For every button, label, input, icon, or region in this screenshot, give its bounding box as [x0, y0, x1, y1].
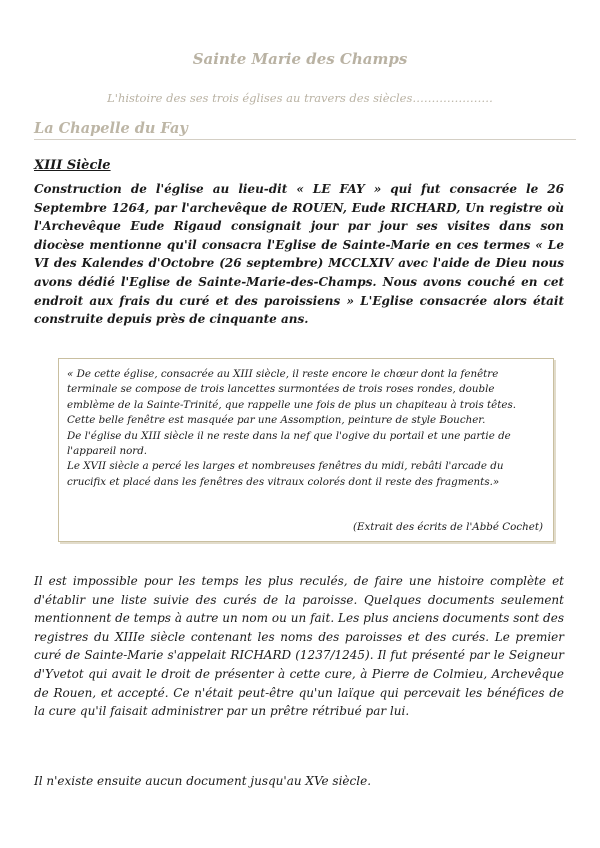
- quote-source: (Extrait des écrits de l'Abbé Cochet): [352, 521, 543, 533]
- century-heading: XIII Siècle: [34, 158, 111, 173]
- quote-line: Cette belle fenêtre est masquée par une Assomption, peinture de style Boucher.: [67, 414, 486, 427]
- quote-line: De l'église du XIII siècle il ne reste dans la nef que l'ogive du portail et une partie de l'appareil nord.: [67, 429, 511, 458]
- paragraph-history: Il est impossible pour les temps les plus reculés, de faire une histoire complète et d'établir une liste suivie des curés de la paroisse. Quelques documents seulement mentionnent de temps à autre un nom ou un fait. Les plus anciens documents sont des registres du XIIIe siècle contenant les noms des paroisses et des curés. Le premier curé de Sainte-Marie s'appelait RICHARD (1237/1245). Il fut présenté par le Seigneur d'Yvetot qui avait le droit de présenter à cette cure, à Pierre de Colmieu, Archevêque de Rouen, et accepté. Ce n'était peut-être qu'un laïque qui percevait les bénéfices de la cure qu'il faisait administrer par un prêtre rétribué par lui.: [34, 574, 564, 719]
- document-title: Sainte Marie des Champs: [192, 50, 408, 68]
- section-divider: [34, 139, 576, 140]
- quote-text: [67, 367, 545, 490]
- paragraph-consecration: Construction de l'église au lieu-dit « LE FAY » qui fut consacrée le 26 Septembre 1264, par l'archevêque de ROUEN, Eude RICHARD, Un registre où l'Archevêque Eude Rigaud consignait jour par jour ses visites dans son diocèse mentionne qu'il consacra l'Eglise de Sainte-Marie en ces termes « Le VI des Kalendes d'Octobre (26 septembre) MCCLXIV avec l'aide de Dieu nous avons dédié l'Eglise de Sainte-Marie-des-Champs. Nous avons couché en cet endroit aux frais du curé et des paroissiens » L'Eglise consacrée alors était construite depuis près de cinquante ans.: [34, 182, 564, 327]
- document-subtitle: L'histoire des ses trois églises au travers des siècles…………………: [107, 91, 493, 105]
- quote-line: Le XVII siècle a percé les larges et nombreuses fenêtres du midi, rebâti l'arcade du crucifix et placé dans les fenêtres des vitraux colorés dont il reste des fragments.»: [67, 460, 504, 488]
- section-title: La Chapelle du Fay: [34, 120, 188, 137]
- quote-box: [58, 358, 554, 542]
- paragraph-conclusion: Il n'existe ensuite aucun document jusqu'au XVe siècle.: [34, 774, 372, 788]
- quote-line: « De cette église, consacrée au XIII siècle, il reste encore le chœur dont la fenêtre terminale se compose de trois lancettes surmontées de trois roses rondes, double emblème de la Sainte-Trinité, que rappelle une fois de plus un chapiteau à trois têtes.: [67, 368, 517, 411]
